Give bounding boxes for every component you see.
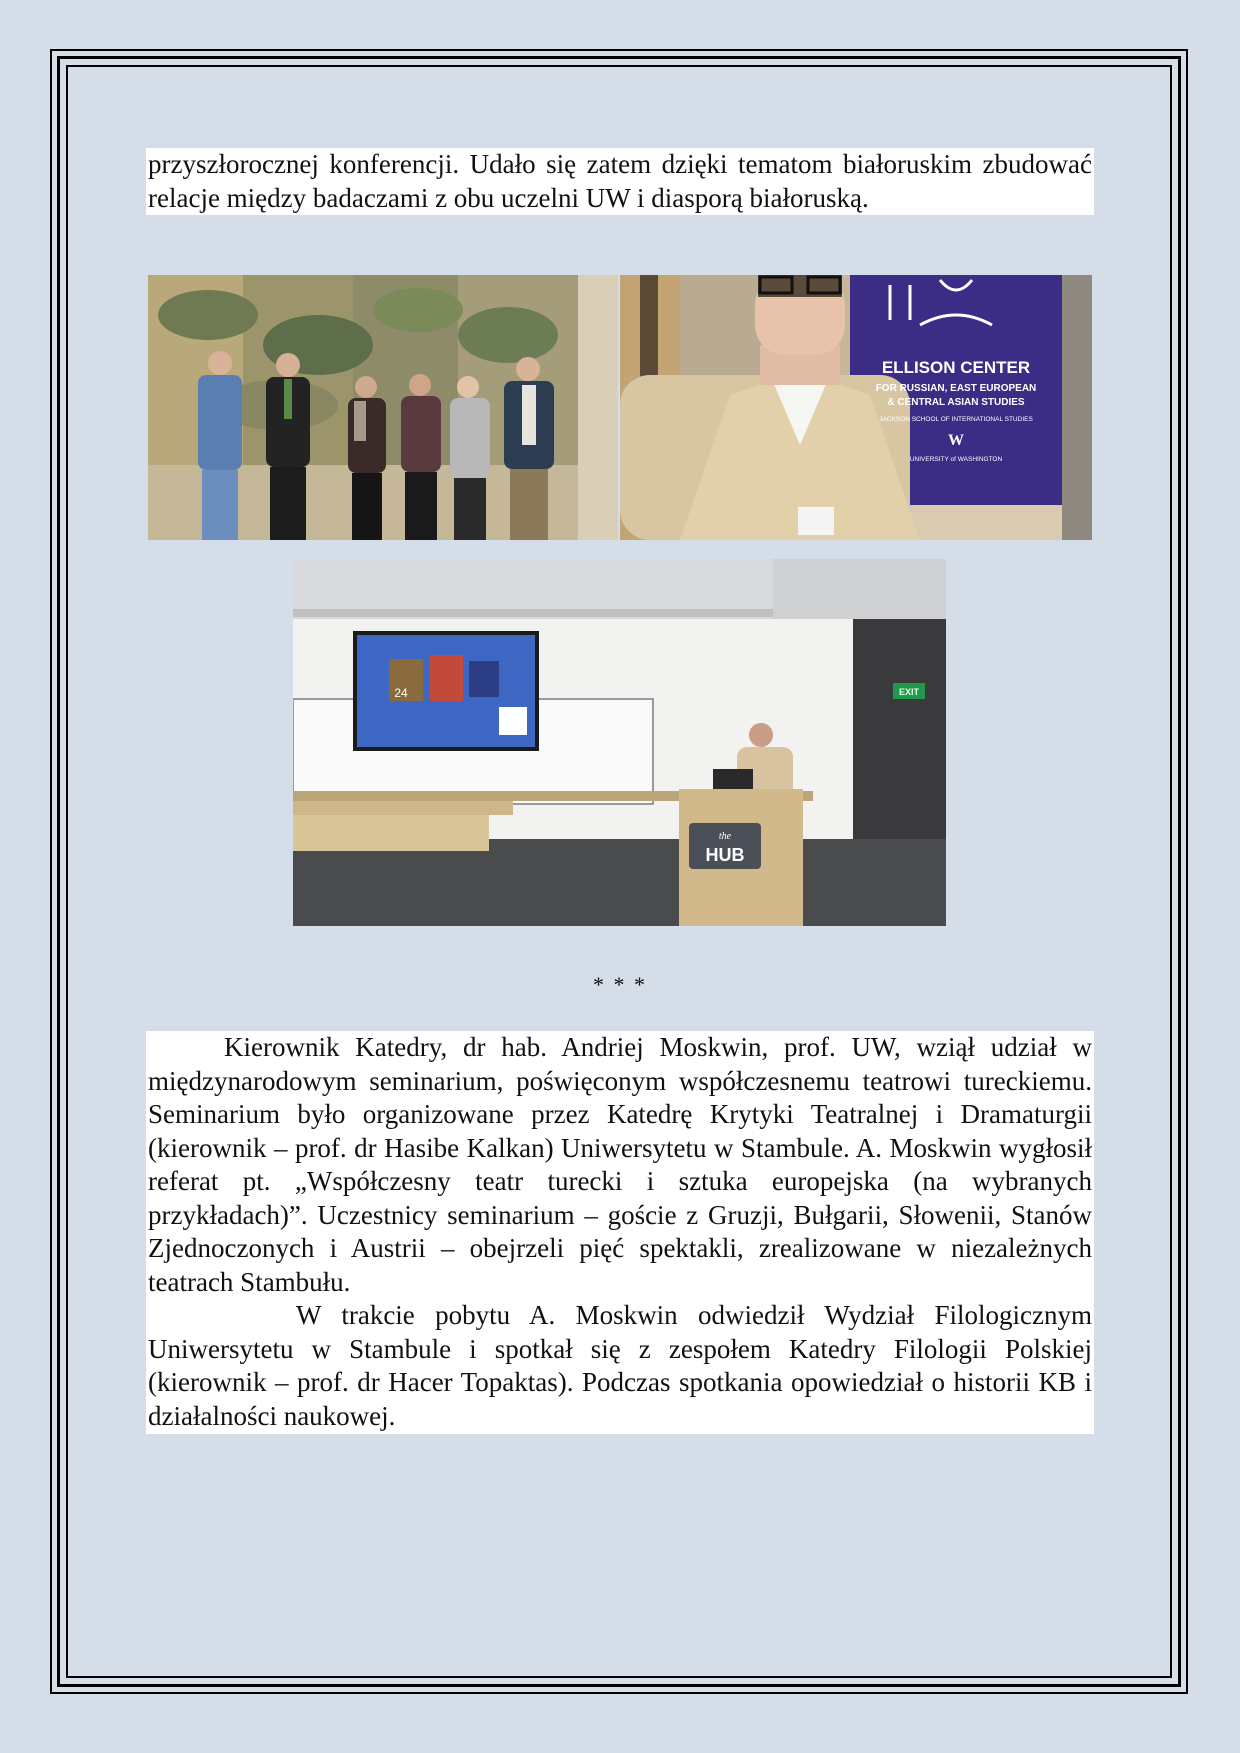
lecture-room-photo [293,559,946,926]
podium-label: HUB [705,845,745,865]
banner-logo: W [948,432,964,449]
article-paragraph-1: Kierownik Katedry, dr hab. Andriej Moskwin, prof. UW, wziął udział w międzynarodowym seminarium, poświęconym współczesnemu teatrowi tureckiemu. Seminarium było organizowane przez Katedrę Krytyki Teatralnej i Dramaturgii (kierownik – prof. dr Hasibe Kalkan) Uniwersytetu w Stambule. A. Moskwin wygłosił referat pt. „Współczesny teatr turecki i sztuka europejska (na wybranych przykładach)”. Uczestnicy seminarium – goście z Gruzji, Bułgarii, Słowenii, Stanów Zjednoczonych i Austrii – obejrzeli pięć spektakli, zrealizowane w niezależnych teatrach Stambułu. [148,1032,1092,1297]
intro-paragraph [146,148,1094,215]
banner-line-1: FOR RUSSIAN, EAST EUROPEAN [875,383,1037,394]
article-text [146,1031,1094,1434]
intro-text: przyszłorocznej konferencji. Udało się zatem dzięki tematom białoruskim zbudować relacje między badaczami z obu uczelni UW i diasporą białoruską. [148,149,1092,213]
exit-sign: EXIT [898,687,920,697]
article-paragraph-2: W trakcie pobytu A. Moskwin odwiedził Wydział Filologicznym Uniwersytetu w Stambule i spotkał się z zespołem Katedry Filologii Polskiej (kierownik – prof. dr Hacer Topaktas). Podczas spotkania opowiedział o historii KB i działalności naukowej. [148,1300,1092,1431]
banner-line-4: UNIVERSITY of WASHINGTON [909,456,1003,463]
banner-title: ELLISON CENTER [881,358,1031,377]
podium-label-small: the [718,831,732,842]
banner-line-3: JACKSON SCHOOL OF INTERNATIONAL STUDIES [879,416,1033,423]
slide-number: 24 [394,686,408,700]
group-photo [148,275,618,540]
banner-photo [620,275,1092,540]
banner-line-2: & CENTRAL ASIAN STUDIES [887,397,1025,408]
section-separator: * * * [593,972,647,997]
